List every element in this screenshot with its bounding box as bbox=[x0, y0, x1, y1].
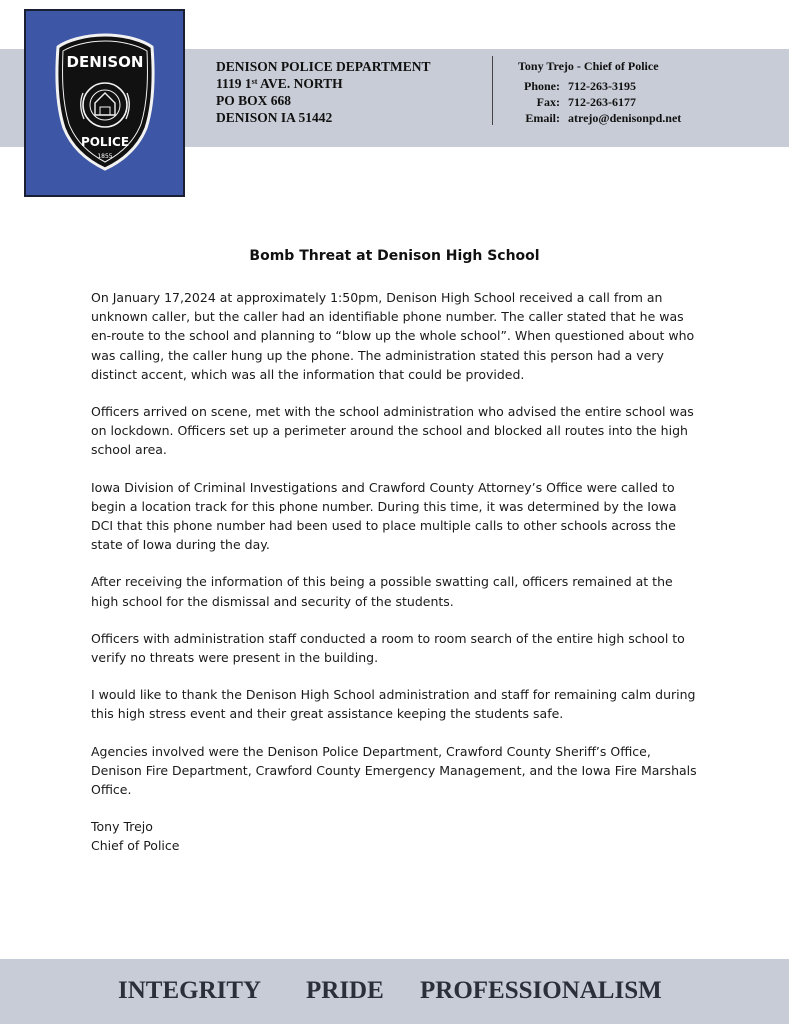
phone-number: 712-263-3195 bbox=[568, 79, 636, 93]
fax-row bbox=[514, 94, 681, 110]
email-row bbox=[514, 110, 681, 126]
chief-name: Tony Trejo - Chief of Police bbox=[518, 59, 659, 73]
paragraph: I would like to thank the Denison High School administration and staff for remaining calm during this high stress event and their great assistance keeping the students safe. bbox=[91, 687, 696, 722]
badge-year: 1855 bbox=[97, 153, 113, 160]
motto-pride: PRIDE bbox=[306, 977, 384, 1004]
badge-top-text: DENISON bbox=[66, 53, 144, 71]
phone-label: Phone: bbox=[524, 79, 560, 93]
fax-label: Fax: bbox=[536, 95, 560, 109]
header-divider bbox=[492, 56, 493, 125]
city-state-zip: DENISON IA 51442 bbox=[216, 110, 333, 125]
email-address[interactable]: atrejo@denisonpd.net bbox=[568, 111, 682, 125]
signature-title: Chief of Police bbox=[91, 838, 180, 854]
signature-block bbox=[91, 817, 701, 855]
signature-name: Tony Trejo bbox=[91, 819, 153, 835]
department-name: DENISON POLICE DEPARTMENT bbox=[216, 59, 431, 74]
paragraph: On January 17,2024 at approximately 1:50pm, Denison High School received a call from an unknown caller, but the caller had an identifiable phone number. The caller stated that he was en-route to the school and planning to “blow up the whole school”. When questioned about who was calling, the caller hung up the phone. The administration stated this person had a very distinct accent, which was all the information that could be provided. bbox=[91, 290, 695, 382]
letter-body bbox=[91, 288, 701, 856]
email-label: Email: bbox=[525, 111, 560, 125]
badge-bottom-text: POLICE bbox=[80, 135, 130, 149]
motto-professionalism: PROFESSIONALISM bbox=[420, 977, 662, 1004]
department-address-block bbox=[216, 58, 431, 126]
fax-number: 712-263-6177 bbox=[568, 95, 636, 109]
contact-block bbox=[514, 59, 681, 126]
paragraph: Officers arrived on scene, met with the school administration who advised the entire school was on lockdown. Officers set up a perimeter around the school and blocked all routes into the high school area. bbox=[91, 404, 694, 458]
letter-title: Bomb Threat at Denison High School bbox=[249, 248, 540, 264]
police-badge-icon bbox=[54, 33, 156, 171]
paragraph: Officers with administration staff conducted a room to room search of the entire high school to verify no threats were present in the building. bbox=[91, 630, 685, 666]
street-address: 1119 1st AVE. NORTH bbox=[216, 76, 343, 91]
po-box: PO BOX 668 bbox=[216, 93, 292, 108]
department-logo bbox=[24, 9, 185, 197]
paragraph: Agencies involved were the Denison Police Department, Crawford County Sheriff’s Office, Denison Fire Department, Crawford County Emergency Management, and the Iowa Fire Marshals Office. bbox=[91, 743, 697, 798]
paragraph: After receiving the information of this being a possible swatting call, officers remained at the high school for the dismissal and security of the students. bbox=[91, 574, 673, 609]
paragraph: Iowa Division of Criminal Investigations and Crawford County Attorney’s Office were called to begin a location track for this phone number. During this time, it was determined by the Iowa DCI that this phone number had been used to place multiple calls to other schools across the state of Iowa during the day. bbox=[91, 479, 677, 553]
motto-integrity: INTEGRITY bbox=[118, 977, 262, 1004]
phone-row bbox=[514, 78, 681, 94]
